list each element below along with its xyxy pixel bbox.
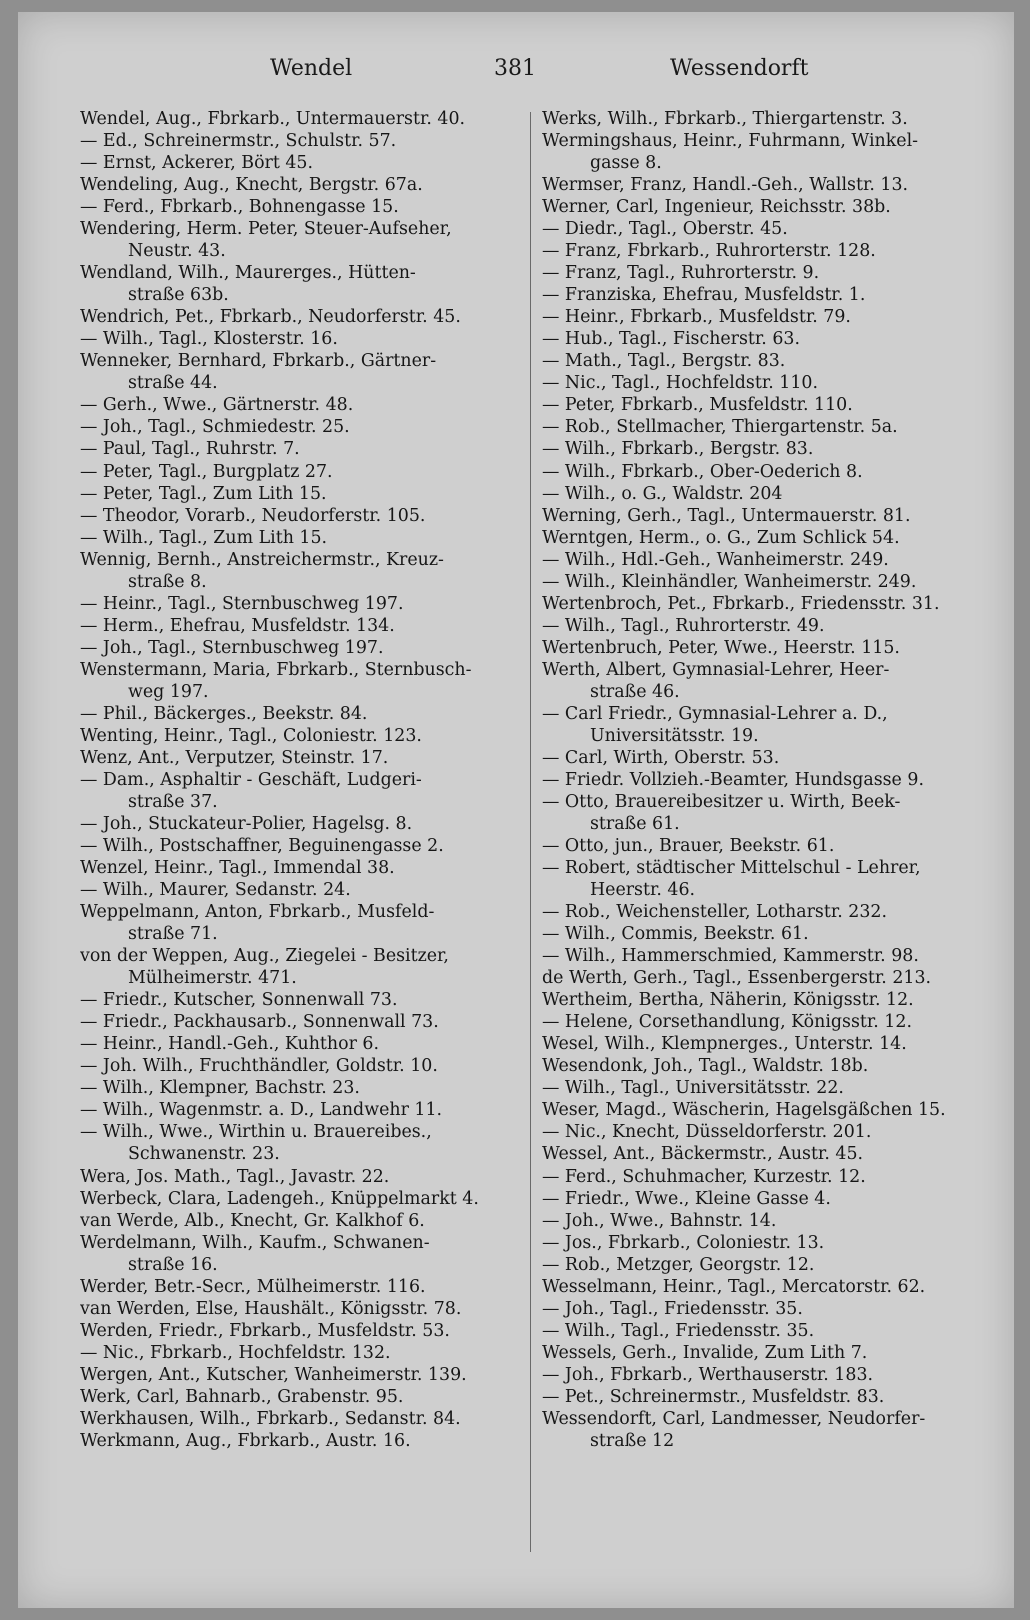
directory-entry: — Rob., Weichensteller, Lotharstr. 232. <box>542 902 887 923</box>
directory-entry: — Friedr., Kutscher, Sonnenwall 73. <box>80 990 398 1011</box>
directory-entry-continuation: Neustr. 43. <box>128 241 226 262</box>
directory-entry-continuation: straße 12 <box>590 1430 675 1451</box>
directory-entry: Wertenbroch, Pet., Fbrkarb., Friedensstr. 31. <box>542 593 940 614</box>
directory-entry: de Werth, Gerh., Tagl., Essenbergerstr. 213. <box>542 968 932 989</box>
directory-entry: — Robert, städtischer Mittelschul - Lehrer, <box>542 858 921 879</box>
directory-entry: — Wilh., Fbrkarb., Bergstr. 83. <box>542 439 814 460</box>
directory-entry: — Joh., Tagl., Schmiedestr. 25. <box>80 417 350 438</box>
directory-entry: — Jos., Fbrkarb., Coloniestr. 13. <box>542 1232 825 1253</box>
directory-entry: Wermingshaus, Heinr., Fuhrmann, Winkel- <box>542 131 919 152</box>
directory-entry-continuation: Mülheimerstr. 471. <box>128 968 297 989</box>
header-right-keyword: Wessendorft <box>670 56 809 81</box>
directory-entry: — Wilh., o. G., Waldstr. 204 <box>542 483 783 504</box>
directory-entry: — Wilh., Maurer, Sedanstr. 24. <box>80 880 351 901</box>
directory-entry: — Heinr., Handl.-Geh., Kuhthor 6. <box>80 1034 380 1055</box>
directory-entry: — Nic., Tagl., Hochfeldstr. 110. <box>542 373 819 394</box>
directory-entry: Werbeck, Clara, Ladengeh., Knüppelmarkt 4. <box>80 1188 479 1209</box>
directory-entry-continuation: straße 46. <box>590 681 680 702</box>
directory-entry: Wertenbruch, Peter, Wwe., Heerstr. 115. <box>542 637 900 658</box>
directory-entry: — Friedr., Wwe., Kleine Gasse 4. <box>542 1188 831 1209</box>
directory-entry: Wergen, Ant., Kutscher, Wanheimerstr. 139. <box>80 1364 467 1385</box>
directory-entry: Wenz, Ant., Verputzer, Steinstr. 17. <box>80 747 389 768</box>
directory-entry: — Rob., Stellmacher, Thiergartenstr. 5a. <box>542 417 898 438</box>
directory-entry: — Peter, Fbrkarb., Musfeldstr. 110. <box>542 395 853 416</box>
directory-entry: van Werden, Else, Haushält., Königsstr. 78. <box>80 1298 462 1319</box>
directory-entry: Weppelmann, Anton, Fbrkarb., Musfeld- <box>80 902 435 923</box>
directory-entry: — Wilh., Fbrkarb., Ober-Oederich 8. <box>542 461 863 482</box>
directory-entry: — Helene, Corsethandlung, Königsstr. 12. <box>542 1012 912 1033</box>
left-column <box>80 108 522 1452</box>
directory-entry: — Carl, Wirth, Oberstr. 53. <box>542 747 780 768</box>
directory-entry: Werks, Wilh., Fbrkarb., Thiergartenstr. 3. <box>542 109 908 129</box>
directory-entry: — Wilh., Tagl., Klosterstr. 16. <box>80 329 338 350</box>
directory-entry: Wenting, Heinr., Tagl., Coloniestr. 123. <box>80 725 422 746</box>
directory-entry: — Joh. Wilh., Fruchthändler, Goldstr. 10. <box>80 1056 438 1077</box>
directory-entry: — Joh., Wwe., Bahnstr. 14. <box>542 1210 777 1231</box>
directory-entry: — Wilh., Commis, Beekstr. 61. <box>542 924 809 945</box>
directory-entry: — Hub., Tagl., Fischerstr. 63. <box>542 329 801 350</box>
directory-entry: Wennig, Bernh., Anstreichermstr., Kreuz- <box>80 549 444 570</box>
directory-entry: Wendeling, Aug., Knecht, Bergstr. 67a. <box>80 175 423 196</box>
directory-entry: Wenneker, Bernhard, Fbrkarb., Gärtner- <box>80 351 437 372</box>
directory-entry: Werk, Carl, Bahnarb., Grabenstr. 95. <box>80 1386 404 1407</box>
directory-entry: Werkmann, Aug., Fbrkarb., Austr. 16. <box>80 1430 411 1451</box>
directory-entry-continuation: straße 61. <box>590 814 680 834</box>
directory-entry: — Ernst, Ackerer, Bört 45. <box>80 153 314 174</box>
directory-entry: — Joh., Tagl., Friedensstr. 35. <box>542 1298 803 1319</box>
directory-entry: — Franziska, Ehefrau, Musfeldstr. 1. <box>542 285 866 306</box>
directory-entry: Wenstermann, Maria, Fbrkarb., Sternbusch- <box>80 659 472 680</box>
directory-entry: — Peter, Tagl., Zum Lith 15. <box>80 483 327 504</box>
directory-entry: Werder, Betr.-Secr., Mülheimerstr. 116. <box>80 1276 426 1297</box>
column-divider <box>530 112 531 1552</box>
directory-entry: — Math., Tagl., Bergstr. 83. <box>542 351 786 372</box>
directory-entry: — Nic., Fbrkarb., Hochfeldstr. 132. <box>80 1342 391 1363</box>
directory-entry: — Paul, Tagl., Ruhrstr. 7. <box>80 439 300 460</box>
directory-entry: — Rob., Metzger, Georgstr. 12. <box>542 1254 815 1275</box>
directory-entry: von der Weppen, Aug., Ziegelei - Besitzer, <box>80 946 449 967</box>
directory-entry: — Wilh., Kleinhändler, Wanheimerstr. 249. <box>542 571 917 592</box>
directory-entry-continuation: straße 63b. <box>128 285 229 306</box>
directory-entry: Weser, Magd., Wäscherin, Hagelsgäßchen 15. <box>542 1100 946 1121</box>
directory-entry-continuation: Universitätsstr. 19. <box>590 725 759 746</box>
directory-entry: Wendland, Wilh., Maurerges., Hütten- <box>80 263 416 284</box>
directory-entry: Wesel, Wilh., Klempnerges., Unterstr. 14. <box>542 1034 907 1055</box>
directory-page <box>18 12 1014 1608</box>
directory-entry: — Heinr., Fbrkarb., Musfeldstr. 79. <box>542 307 851 328</box>
directory-entry-continuation: Heerstr. 46. <box>590 880 696 901</box>
directory-entry: — Franz, Fbrkarb., Ruhrorterstr. 128. <box>542 241 876 262</box>
directory-entry: Wendel, Aug., Fbrkarb., Untermauerstr. 40. <box>80 109 466 129</box>
directory-entry-continuation: Schwanenstr. 23. <box>128 1144 280 1165</box>
directory-entry: — Nic., Knecht, Düsseldorferstr. 201. <box>542 1122 872 1143</box>
directory-entry: Werth, Albert, Gymnasial-Lehrer, Heer- <box>542 659 890 680</box>
directory-entry: — Wilh., Tagl., Ruhrorterstr. 49. <box>542 615 825 636</box>
directory-entry: Wermser, Franz, Handl.-Geh., Wallstr. 13. <box>542 175 909 196</box>
directory-entry: — Theodor, Vorarb., Neudorferstr. 105. <box>80 505 426 526</box>
directory-entry: — Otto, jun., Brauer, Beekstr. 61. <box>542 836 835 857</box>
directory-entry: Werning, Gerh., Tagl., Untermauerstr. 81. <box>542 505 911 526</box>
directory-entry: — Franz, Tagl., Ruhrorterstr. 9. <box>542 263 820 284</box>
directory-entry: Wessel, Ant., Bäckermstr., Austr. 45. <box>542 1144 864 1165</box>
directory-entry: — Wilh., Hdl.-Geh., Wanheimerstr. 249. <box>542 549 889 570</box>
directory-entry-continuation: straße 71. <box>128 924 218 945</box>
directory-entry: — Ferd., Schuhmacher, Kurzestr. 12. <box>542 1166 866 1187</box>
directory-entry: — Friedr. Vollzieh.-Beamter, Hundsgasse 9. <box>542 769 924 790</box>
directory-entry: Wertheim, Bertha, Näherin, Königsstr. 12. <box>542 990 914 1011</box>
page-header <box>18 56 1014 86</box>
directory-entry: Wendrich, Pet., Fbrkarb., Neudorferstr. 45. <box>80 307 461 328</box>
directory-entry: — Wilh., Wagenmstr. a. D., Landwehr 11. <box>80 1100 443 1121</box>
directory-entry: Werntgen, Herm., o. G., Zum Schlick 54. <box>542 527 900 548</box>
directory-entry: — Gerh., Wwe., Gärtnerstr. 48. <box>80 395 354 416</box>
directory-entry: — Wilh., Hammerschmied, Kammerstr. 98. <box>542 946 919 967</box>
directory-entry: — Diedr., Tagl., Oberstr. 45. <box>542 219 788 240</box>
directory-entry: — Wilh., Postschaffner, Beguinengasse 2. <box>80 836 444 857</box>
directory-entry: — Ed., Schreinermstr., Schulstr. 57. <box>80 131 397 152</box>
directory-entry: — Wilh., Tagl., Universitätsstr. 22. <box>542 1078 844 1099</box>
directory-entry: — Phil., Bäckerges., Beekstr. 84. <box>80 703 368 724</box>
directory-entry: Werkhausen, Wilh., Fbrkarb., Sedanstr. 84. <box>80 1408 461 1429</box>
directory-entry: — Wilh., Tagl., Friedensstr. 35. <box>542 1320 815 1341</box>
directory-entry: — Dam., Asphaltir - Geschäft, Ludgeri- <box>80 769 422 790</box>
directory-entry-continuation: gasse 8. <box>590 153 662 174</box>
right-column <box>542 108 987 1452</box>
directory-entry: — Wilh., Wwe., Wirthin u. Brauereibes., <box>80 1122 432 1143</box>
directory-entry: Wessels, Gerh., Invalide, Zum Lith 7. <box>542 1342 868 1363</box>
directory-entry: — Joh., Tagl., Sternbuschweg 197. <box>80 637 384 658</box>
directory-entry-continuation: straße 16. <box>128 1254 218 1275</box>
directory-entry: Wesselmann, Heinr., Tagl., Mercatorstr. 62. <box>542 1276 926 1297</box>
directory-entry: — Pet., Schreinermstr., Musfeldstr. 83. <box>542 1386 885 1407</box>
directory-entry: — Heinr., Tagl., Sternbuschweg 197. <box>80 593 404 614</box>
directory-entry: — Wilh., Klempner, Bachstr. 23. <box>80 1078 360 1099</box>
directory-entry: — Herm., Ehefrau, Musfeldstr. 134. <box>80 615 395 636</box>
header-left-keyword: Wendel <box>270 56 353 81</box>
directory-entry: — Otto, Brauereibesitzer u. Wirth, Beek- <box>542 791 901 812</box>
directory-entry: — Peter, Tagl., Burgplatz 27. <box>80 461 333 482</box>
directory-entry-continuation: straße 37. <box>128 791 218 812</box>
directory-entry: — Wilh., Tagl., Zum Lith 15. <box>80 527 328 548</box>
directory-entry-continuation: straße 8. <box>128 571 207 592</box>
directory-entry: Wendering, Herm. Peter, Steuer-Aufseher, <box>80 219 452 240</box>
directory-entry: Wessendorft, Carl, Landmesser, Neudorfer- <box>542 1408 926 1429</box>
directory-entry: Wera, Jos. Math., Tagl., Javastr. 22. <box>80 1166 390 1187</box>
directory-entry: Wesendonk, Joh., Tagl., Waldstr. 18b. <box>542 1056 869 1077</box>
directory-entry-continuation: weg 197. <box>128 681 209 702</box>
directory-entry: — Joh., Fbrkarb., Werthauserstr. 183. <box>542 1364 874 1385</box>
directory-entry-continuation: straße 44. <box>128 373 218 394</box>
directory-entry: Werdelmann, Wilh., Kaufm., Schwanen- <box>80 1232 430 1253</box>
directory-entry: — Carl Friedr., Gymnasial-Lehrer a. D., <box>542 703 888 724</box>
directory-entry: Werden, Friedr., Fbrkarb., Musfeldstr. 53. <box>80 1320 450 1341</box>
directory-entry: — Ferd., Fbrkarb., Bohnengasse 15. <box>80 197 399 218</box>
page-number: 381 <box>494 56 536 81</box>
directory-entry: — Joh., Stuckateur-Polier, Hagelsg. 8. <box>80 814 413 834</box>
directory-entry: — Friedr., Packhausarb., Sonnenwall 73. <box>80 1012 439 1033</box>
directory-entry: Werner, Carl, Ingenieur, Reichsstr. 38b. <box>542 197 891 218</box>
directory-entry: van Werde, Alb., Knecht, Gr. Kalkhof 6. <box>80 1210 425 1231</box>
directory-entry: Wenzel, Heinr., Tagl., Immendal 38. <box>80 858 395 879</box>
